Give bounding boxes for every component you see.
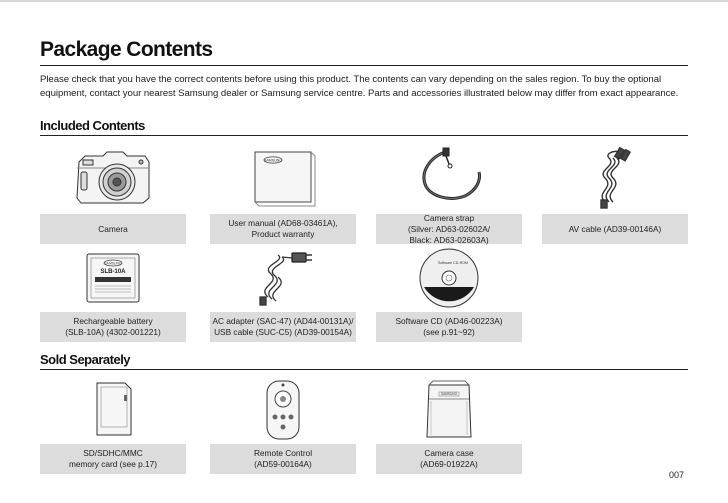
remote-control-icon — [210, 374, 356, 444]
item-battery — [40, 244, 186, 342]
caption-line: (SLB-10A) (4302-001221) — [65, 327, 161, 337]
item-caption — [40, 444, 186, 474]
user-manual-icon — [210, 140, 356, 214]
caption-line: AC adapter (SAC-47) (AD44-00131A)/ — [212, 316, 354, 326]
top-divider — [0, 0, 728, 2]
camera-case-icon — [376, 374, 522, 444]
battery-model-label: SLB-10A — [100, 269, 126, 275]
page-title: Package Contents — [40, 38, 213, 61]
caption-line: Camera strap — [423, 212, 475, 223]
caption-line: Rechargeable battery — [73, 316, 153, 326]
caption-line: User manual (AD68-03461A), — [228, 218, 338, 228]
item-camera-case — [376, 374, 522, 474]
item-ac-adapter — [210, 244, 356, 342]
caption-line: (AD69-01922A) — [420, 459, 478, 469]
included-contents-heading: Included Contents — [40, 118, 145, 133]
caption-line: Black: AD63-02603A) — [409, 234, 489, 245]
battery-brand-logo: SAMSUNG — [104, 261, 122, 266]
caption-line: (see p.91~92) — [423, 327, 475, 337]
ac-adapter-icon — [210, 244, 356, 312]
caption-line: AV cable (AD39-00146A) — [568, 223, 662, 234]
camera-icon — [40, 140, 186, 214]
caption-line: (Silver: AD63-02602A/ — [407, 223, 491, 234]
item-caption — [376, 444, 522, 474]
caption-line: Software CD (AD46-00223A) — [395, 316, 503, 326]
item-caption — [210, 214, 356, 244]
sold-separately-heading: Sold Separately — [40, 352, 131, 367]
item-remote-control — [210, 374, 356, 474]
item-memory-card — [40, 374, 186, 474]
item-caption — [542, 214, 688, 244]
software-cd-icon — [376, 244, 522, 312]
page-number: 007 — [668, 470, 684, 480]
av-cable-icon — [542, 140, 688, 214]
intro-paragraph: Please check that you have the correct contents before using this product. The contents can vary depending on the sales region. To buy the optional equipment, contact your nearest Samsung dealer or Samsung service centre. Parts and accessories illustrated below may differ from exact appearance. — [40, 74, 679, 100]
included-contents-divider — [40, 135, 688, 136]
memory-card-icon — [40, 374, 186, 444]
caption-line: Camera case — [424, 448, 474, 458]
camera-strap-icon — [376, 140, 522, 214]
caption-line: (AD59-00164A) — [254, 459, 312, 469]
case-brand-logo: SAMSUNG — [440, 392, 458, 397]
item-camera-strap — [376, 140, 522, 244]
battery-icon — [40, 244, 186, 312]
caption-line: USB cable (SUC-C5) (AD39-00154A) — [214, 327, 352, 337]
cd-label-text: Software CD-ROM — [438, 261, 468, 265]
item-camera — [40, 140, 186, 244]
title-divider — [40, 65, 688, 66]
item-user-manual — [210, 140, 356, 244]
item-caption — [376, 312, 522, 342]
item-caption — [40, 214, 186, 244]
item-caption — [376, 214, 522, 244]
item-av-cable — [542, 140, 688, 244]
caption-line: memory card (see p.17) — [68, 459, 158, 469]
item-caption — [210, 312, 356, 342]
item-caption — [40, 312, 186, 342]
item-software-cd — [376, 244, 522, 342]
manual-brand-logo: SAMSUNG — [263, 158, 283, 163]
caption-line: Product warranty — [251, 229, 315, 239]
caption-line: Camera — [98, 223, 128, 234]
item-caption — [210, 444, 356, 474]
caption-line: SD/SDHC/MMC — [83, 448, 143, 458]
sold-separately-divider — [40, 369, 688, 370]
caption-line: Remote Control — [253, 448, 313, 458]
